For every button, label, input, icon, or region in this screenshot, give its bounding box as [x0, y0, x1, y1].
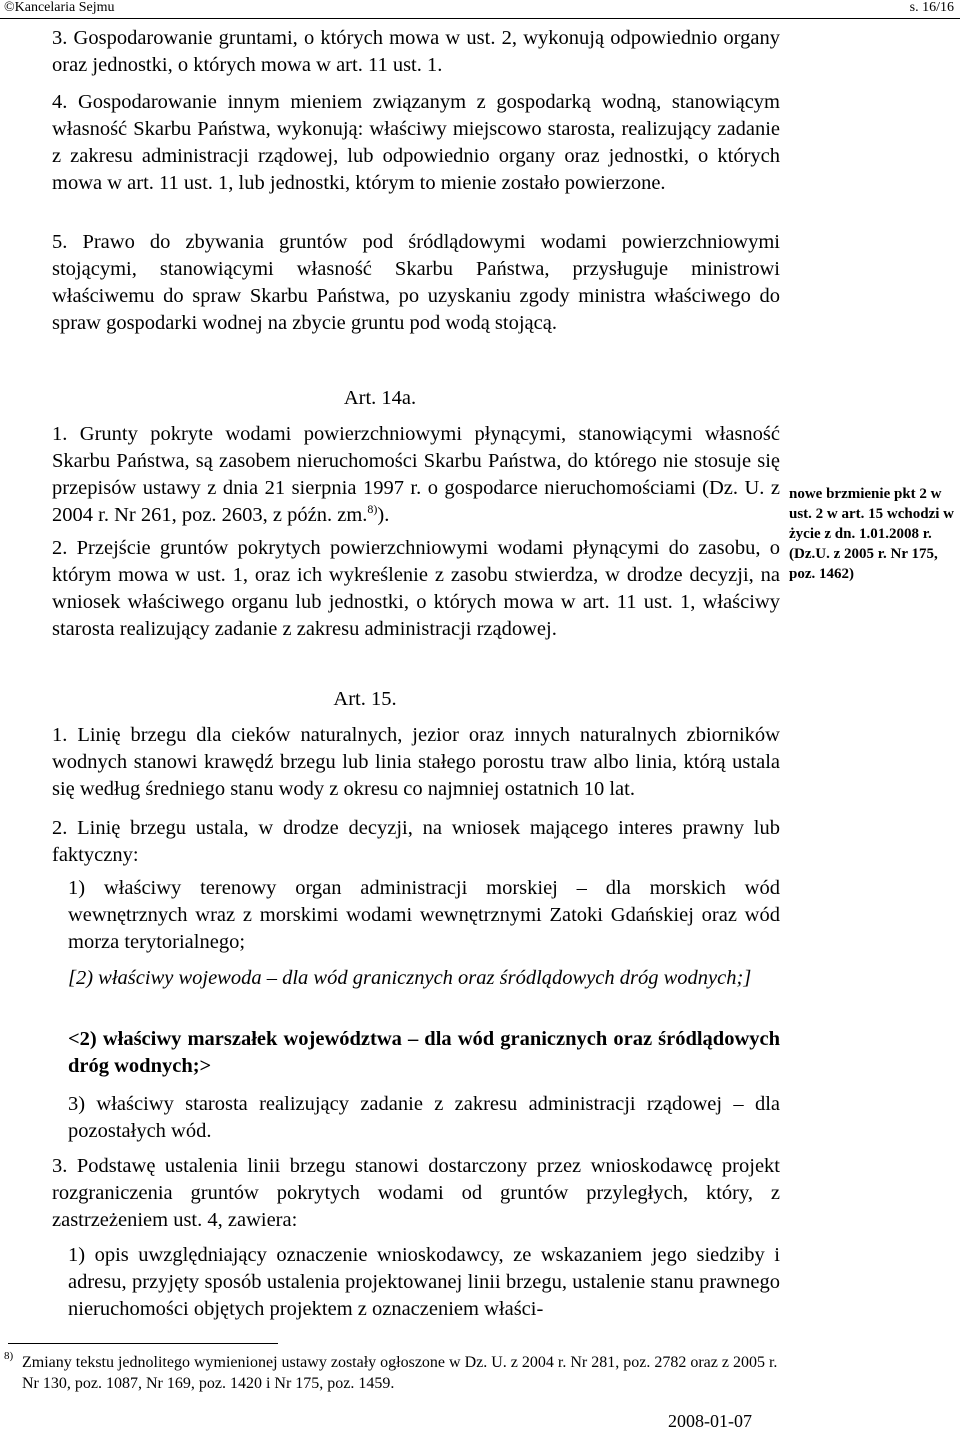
- footnote-rule: [8, 1343, 278, 1344]
- art14-ust3: 3. Gospodarowanie gruntami, o których mowa w ust. 2, wykonują odpowiednio organy oraz jednostki, o których mowa w art. 11 ust. 1.: [52, 27, 780, 76]
- art15-ust2-pkt3: 3) właściwy starosta realizujący zadanie z zakresu administracji rządowej – dla pozostałych wód.: [68, 1093, 780, 1142]
- footnote-text: Zmiany tekstu jednolitego wymienionej ustawy zostały ogłoszone w Dz. U. z 2004 r. Nr 281, poz. 2782 oraz z 2005 r. Nr 130, poz. 1087, Nr 169, poz. 1420 i Nr 175, poz. 1459.: [22, 1354, 778, 1392]
- art15-ust2: 2. Linię brzegu ustala, w drodze decyzji, na wniosek mającego interes prawny lub faktyczny:: [52, 817, 780, 866]
- art15-ust1: 1. Linię brzegu dla cieków naturalnych, jezior oraz innych naturalnych zbiorników wodnych stanowi krawędź brzegu lub linia stałego porostu traw albo linia, którą ustala się według średniego stanu wody z okresu co najmniej ostatnich 10 lat.: [52, 724, 780, 800]
- art14a-ust1-text: 1. Grunty pokryte wodami powierzchniowymi płynącymi, stanowiącymi własność Skarbu Państwa, są zasobem nieruchomości Skarbu Państwa, do którego nie stosuje się przepisów ustawy z dnia 21 sierpnia 1997 r. o gospodarce nieruchomościami (Dz. U. z 2004 r. Nr 261, poz. 2603, z późn. zm.: [52, 423, 780, 526]
- art15-ust2-pkt1: 1) właściwy terenowy organ administracji morskiej – dla morskich wód wewnętrznych wraz z morskimi wodami wewnętrznymi Zatoki Gdańskiej oraz wód morza terytorialnego;: [68, 877, 780, 953]
- art14a-ust1-end: ).: [377, 504, 390, 526]
- art15-title: Art. 15.: [333, 688, 397, 710]
- art15-ust2-pkt2-new: <2) właściwy marszałek województwa – dla wód granicznych oraz śródlądowych dróg wodnych;>: [68, 1028, 780, 1077]
- page-header: [0, 0, 960, 20]
- art14a-title: Art. 14a.: [343, 387, 417, 409]
- art14-ust4: 4. Gospodarowanie innym mieniem związanym z gospodarką wodną, stanowiącym własność Skarbu Państwa, wykonują: właściwy miejscowo starosta, realizujący zadanie z zakresu administracji rządowej, lub odpowiednio organy oraz jednostki, o których mowa w art. 11 ust. 1, lub jednostki, którym to mienie zostało powierzone.: [52, 91, 780, 194]
- publisher-label: ©Kancelaria Sejmu: [4, 0, 115, 15]
- art14-ust5: 5. Prawo do zbywania gruntów pod śródlądowymi wodami powierzchniowymi stojącymi, stanowiącymi własność Skarbu Państwa, przysługuje ministrowi właściwemu do spraw Skarbu Państwa, po uzyskaniu zgody ministra właściwego do spraw gospodarki wodnej na zbycie gruntu pod wodą stojącą.: [52, 231, 780, 334]
- art14a-ust2: 2. Przejście gruntów pokrytych powierzchniowymi wodami płynącymi do zasobu, o którym mowa w ust. 1, oraz ich wykreślenie z zasobu stwierdza, w drodze decyzji, na wniosek właściwego organu lub jednostki, o których mowa w art. 11 ust. 1, właściwy starosta realizujący zadanie z zakresu administracji rządowej.: [52, 537, 780, 640]
- footnote-ref[interactable]: 8): [367, 502, 378, 517]
- art15-ust3-pkt1: 1) opis uwzględniający oznaczenie wnioskodawcy, ze wskazaniem jego siedziby i adresu, przyjęty sposób ustalenia projektowanej linii brzegu, ustalenie stanu prawnego nieruchomości objętych projektem z oznaczeniem właści-: [68, 1244, 780, 1320]
- art15-ust2-pkt2-old: [2) właściwy wojewoda – dla wód granicznych oraz śródlądowych dróg wodnych;]: [68, 967, 752, 989]
- margin-note: nowe brzmienie pkt 2 w ust. 2 w art. 15 wchodzi w życie z dn. 1.01.2008 r. (Dz.U. z 2005 r. Nr 175, poz. 1462): [789, 486, 954, 582]
- footer-date: 2008-01-07: [668, 1411, 752, 1431]
- footnote-marker: 8): [4, 1350, 14, 1362]
- page-number: s. 16/16: [909, 0, 954, 15]
- art15-ust3: 3. Podstawę ustalenia linii brzegu stanowi dostarczony przez wnioskodawcę projekt rozgraniczenia gruntów pokrytych wodami od gruntów przyległych, który, z zastrzeżeniem ust. 4, zawiera:: [52, 1155, 780, 1231]
- header-rule: [0, 18, 960, 19]
- footnote: [4, 1350, 788, 1394]
- art14a-ust1: [52, 421, 780, 529]
